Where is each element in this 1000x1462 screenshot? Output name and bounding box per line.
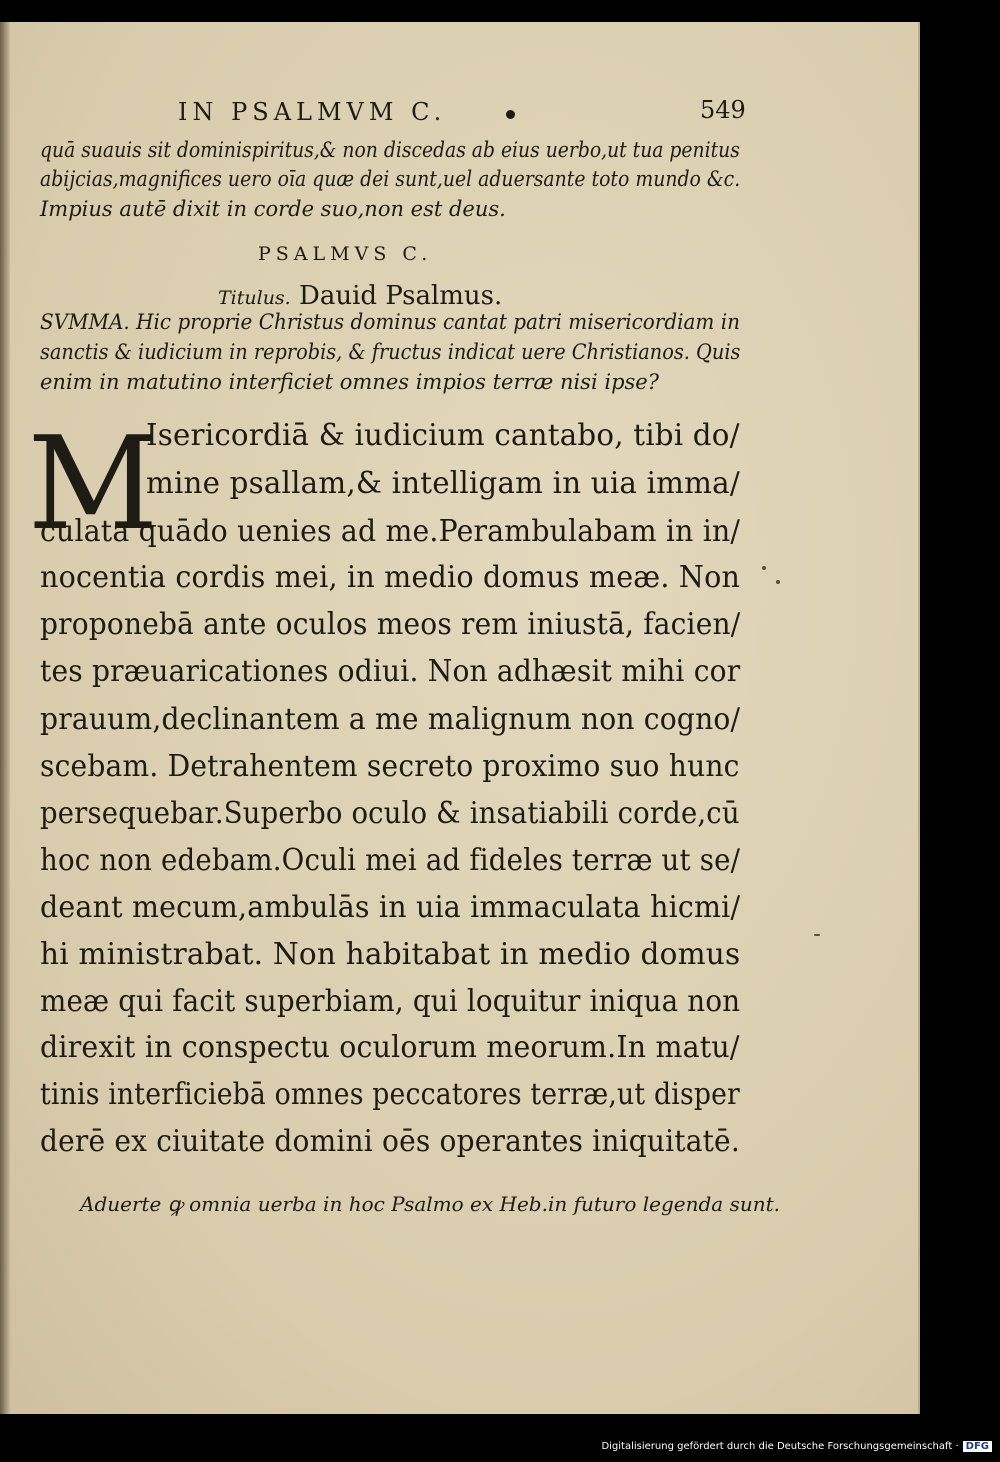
running-title: IN PSALMVM C. — [178, 98, 447, 126]
psalm-heading: PSALMVS C. — [258, 243, 433, 265]
dfg-logo: DFG — [963, 1441, 992, 1452]
body-line-2: mine psallam,& intelligam in uia imma/ — [146, 466, 740, 501]
intro-line-3: Impius autē dixit in corde suo,non est deus. — [40, 197, 506, 221]
body-line-12: hi ministrabat. Non habitabat in medio domus — [40, 937, 741, 972]
body-line-5: proponebā ante oculos meos rem iniustā, facien/ — [40, 607, 741, 642]
body-line-10: hoc non edebam.Oculi mei ad fideles terræ ut se/ — [40, 843, 741, 878]
body-line-4: nocentia cordis mei, in medio domus meæ. Non — [40, 560, 741, 595]
ink-spot — [506, 110, 515, 119]
body-line-6: tes præuaricationes odiui. Non adhæsit mihi cor — [40, 654, 741, 689]
intro-line-1: quā suauis sit dominispiritus,& non discedas ab eius uerbo,ut tua penitus — [40, 138, 740, 162]
book-page — [0, 22, 920, 1414]
summa-line-3: enim in matutino interficiet omnes impios terræ nisi ipse? — [40, 370, 659, 394]
titulus — [218, 281, 502, 311]
summa-line-2: sanctis & iudicium in reprobis, & fructus indicat uere Christianos. Quis — [40, 340, 741, 364]
marginal-note: Aduerte ꝙ omnia uerba in hoc Psalmo ex Heb.in futuro legenda sunt. — [80, 1192, 781, 1216]
body-line-15: tinis interficiebā omnes peccatores terræ,ut disper — [40, 1077, 740, 1112]
body-line-14: direxit in conspectu oculorum meorum.In matu/ — [40, 1030, 740, 1065]
page-spine-shadow — [0, 22, 10, 1414]
body-line-13: meæ qui facit superbiam, qui loquitur iniqua non — [40, 984, 741, 1019]
body-line-16: derē ex ciuitate domini oēs operantes iniquitatē. — [40, 1124, 740, 1159]
body-line-8: scebam. Detrahentem secreto proximo suo hunc — [40, 749, 740, 784]
dropcap-letter: M — [27, 410, 159, 559]
body-line-11: deant mecum,ambulās in uia immaculata hicmi/ — [40, 890, 741, 925]
body-line-1: Isericordiā & iudicium cantabo, tibi do/ — [146, 418, 740, 453]
credit-text: Digitalisierung gefördert durch die Deutsche Forschungsgemeinschaft · — [601, 1441, 959, 1452]
digitization-credit — [601, 1441, 992, 1452]
paper-speck — [776, 580, 780, 584]
body-line-3: culata quādo uenies ad me.Perambulabam in in/ — [40, 514, 741, 549]
paper-speck — [814, 934, 820, 936]
titulus-text: Dauid Psalmus. — [299, 281, 503, 311]
page-number: 549 — [700, 96, 746, 124]
paper-speck — [762, 566, 766, 570]
intro-line-2: abijcias,magnifices uero oīa quæ dei sunt,uel aduersante toto mundo &c. — [40, 167, 741, 191]
body-line-7: prauum,declinantem a me malignum non cogno/ — [40, 702, 741, 737]
body-line-9: persequebar.Superbo oculo & insatiabili corde,cū — [40, 796, 740, 831]
summa-line-1: SVMMA. Hic proprie Christus dominus cantat patri misericordiam in — [40, 310, 740, 334]
titulus-label: Titulus. — [218, 287, 291, 309]
